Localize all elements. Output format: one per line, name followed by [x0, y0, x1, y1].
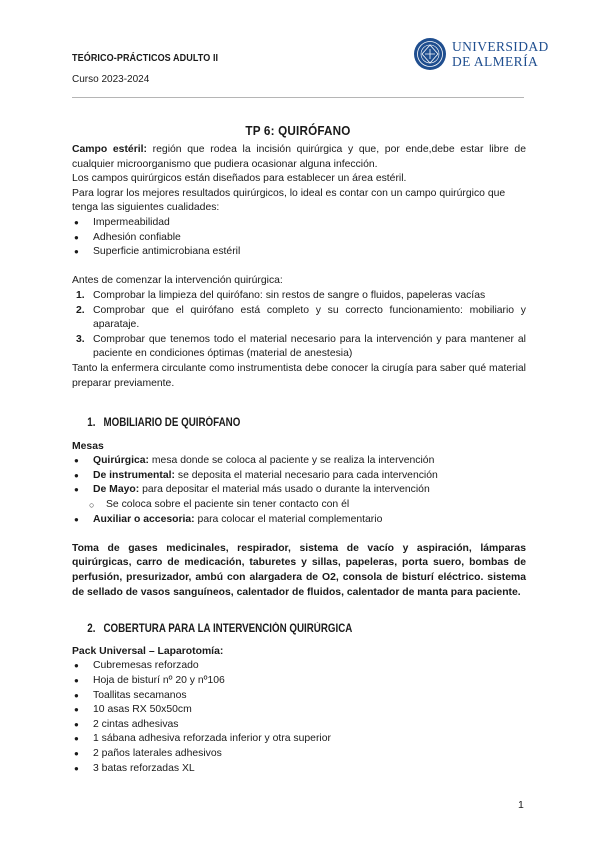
list-item: ● 1 sábana adhesiva reforzada inferior y otra superior [72, 732, 526, 747]
section-heading-cobertura: 2. COBERTURA PARA LA INTERVENCIÓN QUIRÚRGICA [87, 623, 353, 636]
auxiliar-list [72, 513, 526, 528]
list-item: 1. Comprobar la limpieza del quirófano: sin restos de sangre o fluidos, papeleras vacías [76, 289, 486, 301]
course-title: TEÓRICO-PRÁCTICOS ADULTO II [72, 52, 219, 64]
mesas-heading: Mesas [72, 440, 104, 452]
list-item: ● Superficie antimicrobiana estéril [72, 245, 526, 260]
university-logo [413, 37, 549, 71]
list-item: ● 2 paños laterales adhesivos [72, 747, 526, 762]
closing-paragraph: Tanto la enfermera circulante como instrumentista debe conocer la cirugía para saber qué material preparar previamente. [72, 362, 526, 389]
qualities-list [72, 216, 526, 260]
list-item: ● 3 batas reforzadas XL [72, 762, 526, 777]
list-item: ● Quirúrgica: mesa donde se coloca al paciente y se realiza la intervención [72, 454, 526, 469]
intro-paragraph: Los campos quirúrgicos están diseñados para establecer un área estéril. [72, 173, 407, 185]
intro-paragraph: Para lograr los mejores resultados quirúrgicos, lo ideal es contar con un campo quirúrgico que tenga las siguientes cualidades: [72, 187, 506, 214]
list-item: ○ Se coloca sobre el paciente sin tener contacto con él [72, 498, 526, 513]
document-body [72, 143, 526, 776]
section-heading-mobiliario: 1. MOBILIARIO DE QUIRÓFANO [87, 417, 241, 430]
mayo-sublist [72, 498, 526, 513]
list-item: ● 2 cintas adhesivas [72, 718, 526, 733]
page-title: TP 6: QUIRÓFANO [245, 123, 351, 138]
before-lead: Antes de comenzar la intervención quirúrgica: [72, 275, 283, 287]
list-item: ● Toallitas secamanos [72, 689, 526, 704]
university-wordmark: UNIVERSIDAD DE ALMERÍA [452, 39, 549, 69]
pack-heading: Pack Universal – Laparotomía: [72, 645, 224, 657]
list-item: ● Adhesión confiable [72, 231, 526, 246]
equipment-paragraph: Toma de gases medicinales, respirador, sistema de vacío y aspiración, lámparas quirúrgicas, carro de medicación, taburetes y sillas, papeleras, porta suero, bombas de perfusión, presurizador, ambú con alargadera de O2, consola de bisturí eléctrico. sistema de sellado de vasos sanguíneos, calentador de fluidos, calentador de manta para paciente. [72, 542, 526, 598]
list-item: ● Impermeabilidad [72, 216, 526, 231]
list-item: 2. Comprobar que el quirófano está completo y su correcto funcionamiento: mobiliario y aparataje. [76, 304, 526, 331]
list-item: ● De instrumental: se deposita el material necesario para cada intervención [72, 469, 526, 484]
page-number: 1 [518, 799, 524, 811]
pack-items-list [72, 659, 526, 776]
list-item: ● Hoja de bisturí nº 20 y nº106 [72, 674, 526, 689]
course-year: Curso 2023-2024 [72, 74, 150, 85]
list-item: 3. Comprobar que tenemos todo el material necesario para la intervención y para mantener al paciente en condiciones óptimas (material de anestesia) [76, 333, 526, 360]
steps-list [72, 289, 526, 362]
university-seal-icon [413, 37, 447, 71]
list-item: ● Cubremesas reforzado [72, 659, 526, 674]
list-item: ● De Mayo: para depositar el material más usado o durante la intervención [72, 483, 526, 498]
list-item: ● Auxiliar o accesoria: para colocar el material complementario [72, 513, 526, 528]
list-item: ● 10 asas RX 50x50cm [72, 703, 526, 718]
mesas-list [72, 454, 526, 498]
header-divider [72, 97, 524, 98]
campo-esteril-definition: Campo estéril: región que rodea la incisión quirúrgica y que, por ende,debe estar libre de cualquier microorganismo que pudiera ocasionar alguna infección. [72, 144, 526, 170]
